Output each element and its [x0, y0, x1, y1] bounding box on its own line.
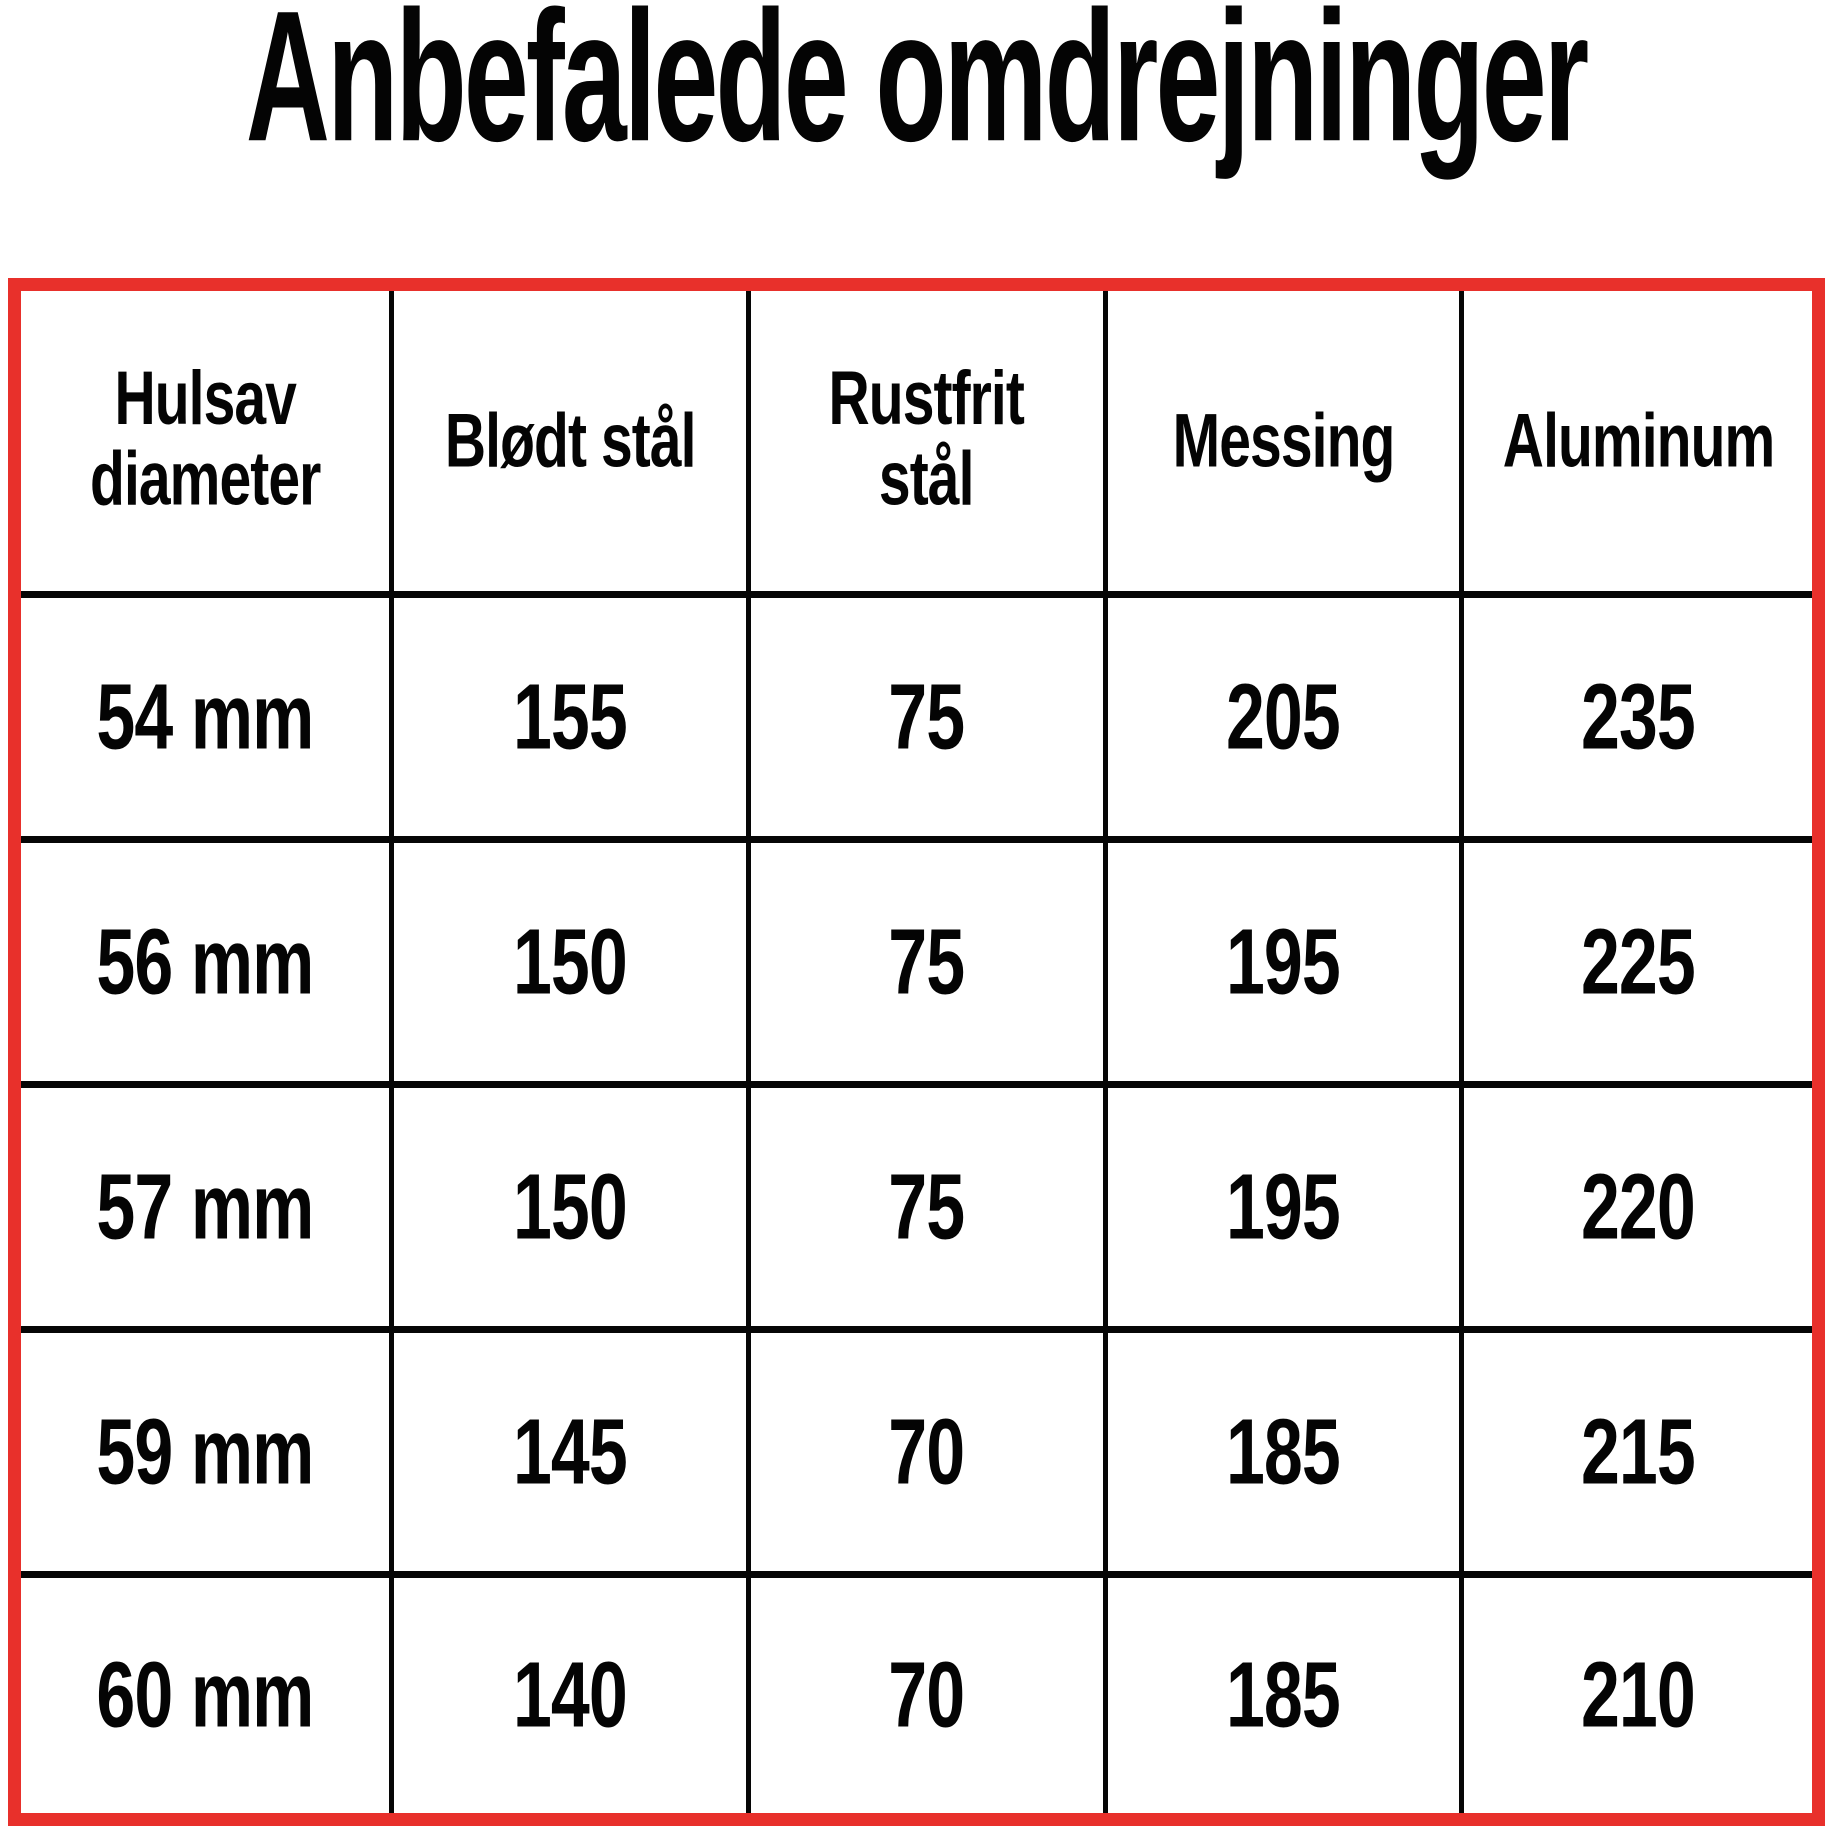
col-header-messing [1105, 285, 1462, 595]
rpm-cell: 195 [1105, 1085, 1462, 1330]
rpm-cell: 75 [748, 840, 1105, 1085]
diameter-cell: 57 mm [15, 1085, 392, 1330]
table-row [15, 595, 1819, 840]
rpm-cell: 220 [1462, 1085, 1819, 1330]
diameter-cell: 56 mm [15, 840, 392, 1085]
rpm-cell: 145 [392, 1330, 749, 1575]
rpm-cell: 195 [1105, 840, 1462, 1085]
rpm-cell: 75 [748, 595, 1105, 840]
rpm-cell: 150 [392, 840, 749, 1085]
col-header-label: Messing [1172, 398, 1395, 483]
diameter-cell: 60 mm [15, 1575, 392, 1820]
page-title-text: Anbefalede omdrejninger [246, 0, 1587, 181]
rpm-cell: 150 [392, 1085, 749, 1330]
page-title [0, 0, 1833, 181]
rpm-cell: 185 [1105, 1575, 1462, 1820]
rpm-cell: 155 [392, 595, 749, 840]
diameter-cell: 59 mm [15, 1330, 392, 1575]
col-header-blodt-stal [392, 285, 749, 595]
rpm-cell: 75 [748, 1085, 1105, 1330]
rpm-cell: 205 [1105, 595, 1462, 840]
table-row [15, 1330, 1819, 1575]
col-header-label: Aluminum [1502, 398, 1774, 483]
rpm-cell: 70 [748, 1575, 1105, 1820]
diameter-cell: 54 mm [15, 595, 392, 840]
rpm-cell: 185 [1105, 1330, 1462, 1575]
table-row [15, 840, 1819, 1085]
col-header-label: diameter [89, 437, 321, 522]
rpm-cell: 225 [1462, 840, 1819, 1085]
rpm-cell: 140 [392, 1575, 749, 1820]
col-header-label: stål [879, 437, 974, 522]
rpm-cell: 215 [1462, 1330, 1819, 1575]
table-row [15, 1085, 1819, 1330]
col-header-label: Rustfrit [828, 357, 1025, 442]
col-header-label: Blødt stål [444, 398, 696, 483]
col-header-label: Hulsav [114, 357, 296, 442]
rpm-cell: 235 [1462, 595, 1819, 840]
col-header-aluminum [1462, 285, 1819, 595]
rpm-cell: 210 [1462, 1575, 1819, 1820]
header-row [15, 285, 1819, 595]
col-header-rustfrit-stal [748, 285, 1105, 595]
rpm-table [8, 278, 1825, 1826]
rpm-cell: 70 [748, 1330, 1105, 1575]
table-row [15, 1575, 1819, 1820]
col-header-hulsav-diameter [15, 285, 392, 595]
